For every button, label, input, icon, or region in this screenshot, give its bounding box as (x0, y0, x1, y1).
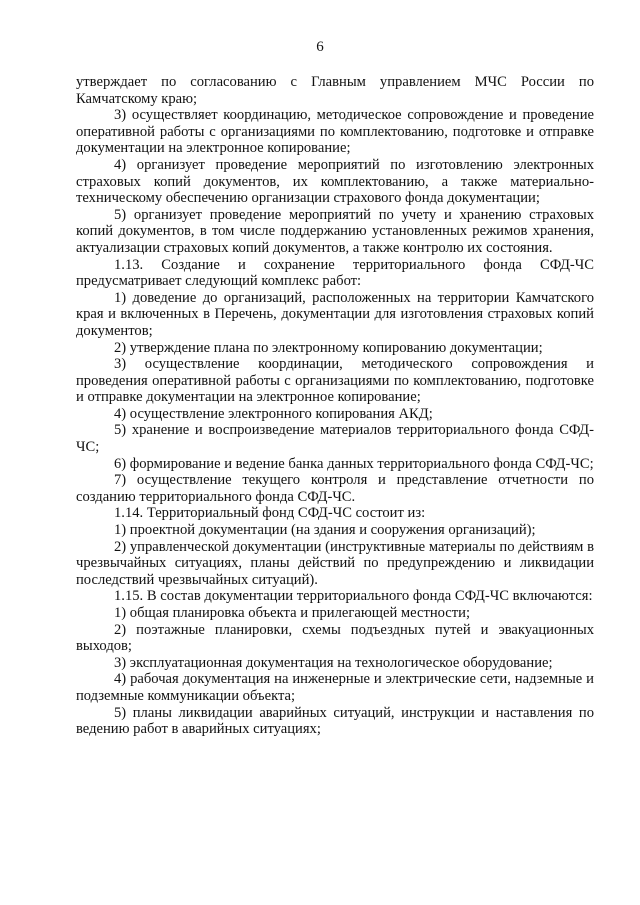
list-item: 5) хранение и воспроизведение материалов территориального фонда СФД-ЧС; (76, 422, 594, 456)
list-item: 2) утверждение плана по электронному копированию документации; (114, 339, 543, 356)
document-body (76, 74, 594, 738)
section-paragraph: 1.14. Территориальный фонд СФД-ЧС состоит из: (114, 505, 426, 522)
list-item: 1) общая планировка объекта и прилегающей местности; (114, 605, 471, 621)
section-paragraph: 1.15. В состав документации территориального фонда СФД-ЧС включаются: (114, 588, 593, 605)
list-item: 2) поэтажные планировки, схемы подъездных путей и эвакуационных выходов; (76, 621, 594, 655)
paragraph: утверждает по согласованию с Главным управлением МЧС России по Камчатскому краю; (76, 74, 594, 107)
list-item: 3) осуществление координации, методического сопровождения и проведения оперативной работы с организациями по комплектованию, подготовке и отправке документации на электронное копирование; (76, 356, 594, 406)
list-item: 4) осуществление электронного копирования АКД; (114, 405, 433, 422)
list-item: 3) эксплуатационная документация на технологическое оборудование; (114, 654, 553, 671)
list-item: 5) организует проведение мероприятий по учету и хранению страховых копий документов, в том числе поддержанию установленных режимов хранения, актуализации страховых копий документов, а также контролю их состояния. (76, 206, 594, 256)
list-item: 4) организует проведение мероприятий по изготовлению электронных страховых копий документов, их комплектованию, а также материально-техническому обеспечению организации страхового фонда документации; (76, 156, 594, 207)
list-item: 3) осуществляет координацию, методическое сопровождение и проведение оперативной работы с организациями по комплектованию, подготовке и отправке документации на электронное копирование; (76, 107, 594, 157)
list-item: 5) планы ликвидации аварийных ситуаций, инструкции и наставления по ведению работ в аварийных ситуациях; (76, 704, 594, 738)
list-item: 1) проектной документации (на здания и сооружения организаций); (114, 522, 536, 539)
section-paragraph: 1.13. Создание и сохранение территориального фонда СФД-ЧС предусматривает следующий комплекс работ: (76, 256, 594, 290)
list-item: 4) рабочая документация на инженерные и электрические сети, надземные и подземные коммуникации объекта; (76, 671, 594, 704)
list-item: 6) формирование и ведение банка данных территориального фонда СФД-ЧС; (114, 455, 594, 472)
list-item: 2) управленческой документации (инструктивные материалы по действиям в чрезвычайных ситуациях, планы действий по предупреждению и ликвидации последствий чрезвычайных ситуаций). (76, 538, 594, 588)
page-number: 6 (316, 39, 324, 55)
list-item: 7) осуществление текущего контроля и представление отчетности по созданию территориального фонда СФД-ЧС. (76, 472, 594, 505)
list-item: 1) доведение до организаций, расположенных на территории Камчатского края и включенных в Перечень, документации для изготовления страховых копий документов; (76, 289, 594, 339)
